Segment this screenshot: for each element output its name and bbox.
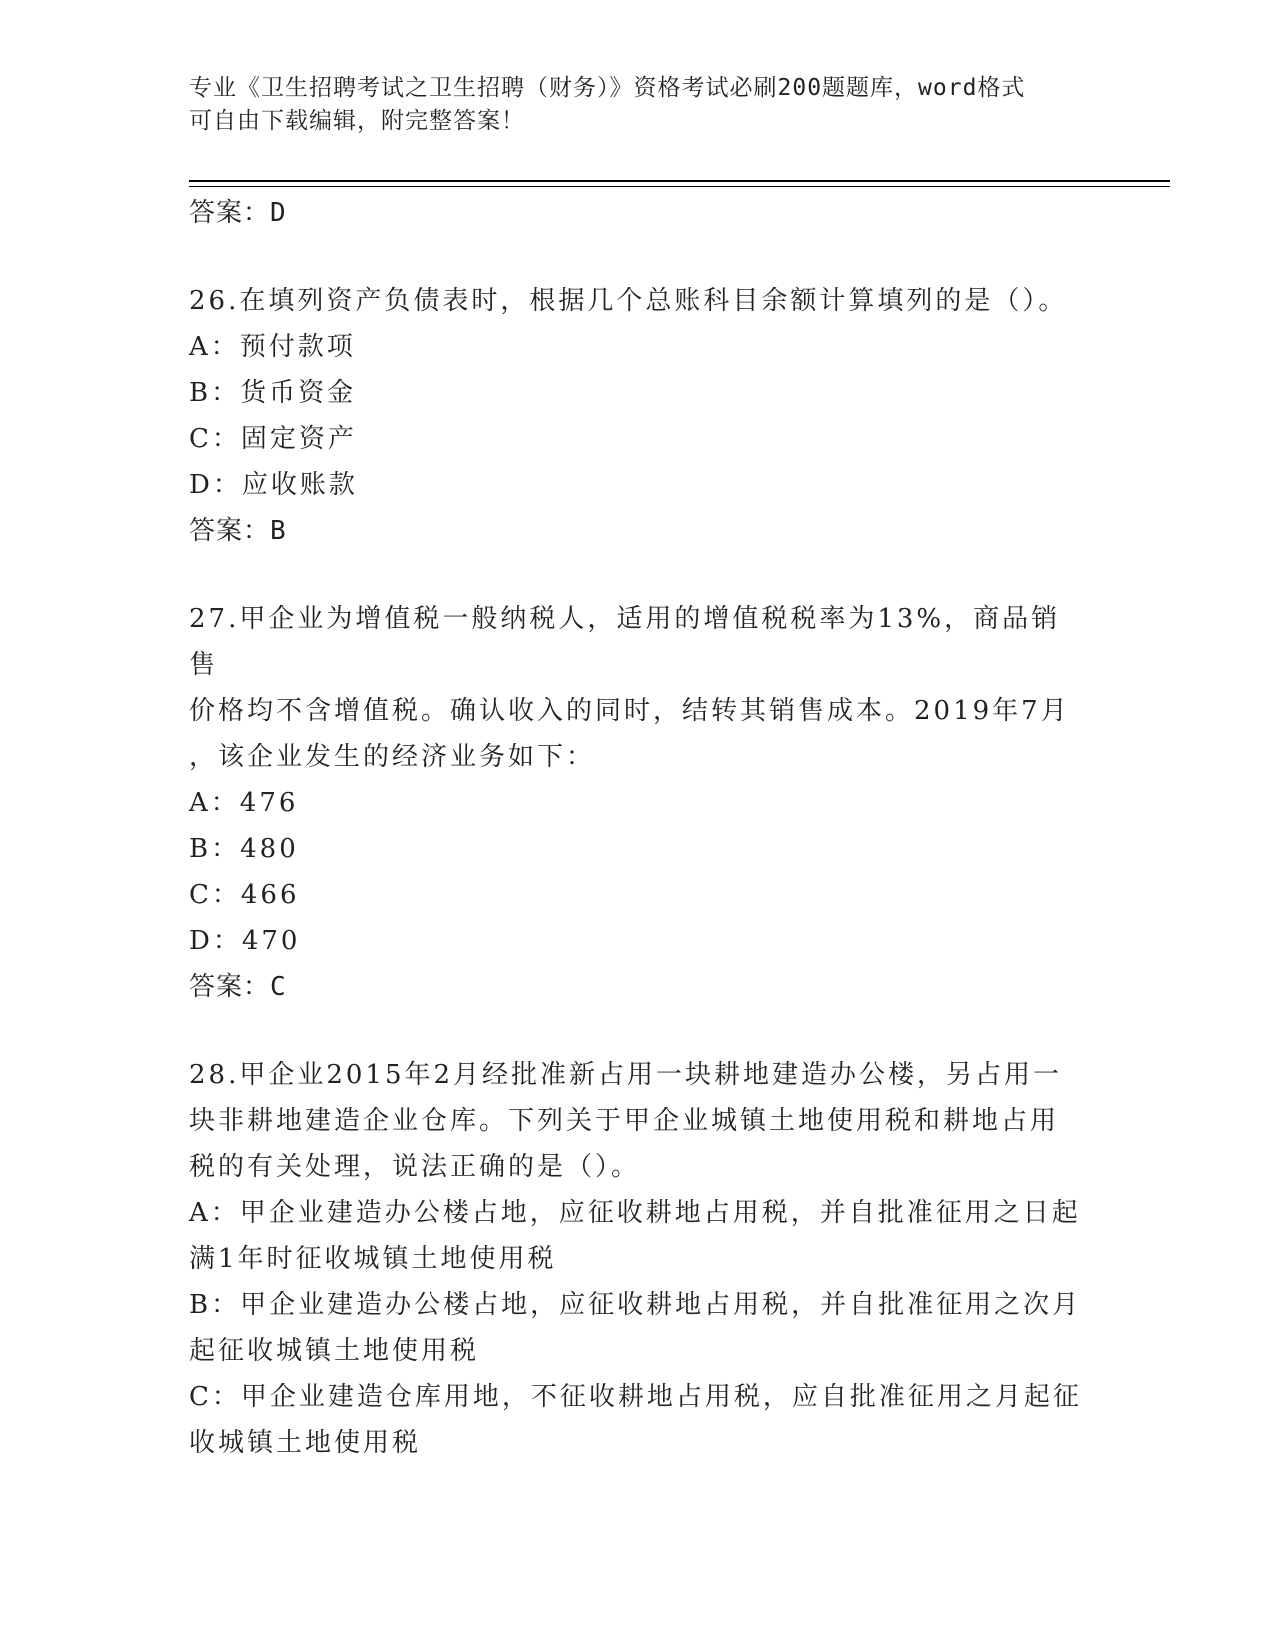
option-a: A：甲企业建造办公楼占地，应征收耕地占用税，并自批准征用之日起	[189, 1198, 1081, 1228]
question-text: 价格均不含增值税。确认收入的同时，结转其销售成本。2019年7月	[189, 696, 1070, 726]
document-body	[189, 190, 1089, 1466]
header-divider-thick	[189, 180, 1170, 182]
question-text: 税的有关处理，说法正确的是（）。	[189, 1152, 641, 1182]
answer-line: 答案：C	[189, 972, 287, 1002]
spacer	[189, 554, 1089, 596]
answer-line: 答案：D	[189, 198, 287, 228]
option-d: D：应收账款	[189, 470, 358, 500]
question-text: 27.甲企业为增值税一般纳税人，适用的增值税税率为13%，商品销售	[189, 604, 1061, 680]
question-text: ，该企业发生的经济业务如下：	[189, 742, 596, 772]
option-c: C：甲企业建造仓库用地，不征收耕地占用税，应自批准征用之月起征	[189, 1382, 1082, 1412]
option-b: B：甲企业建造办公楼占地，应征收耕地占用税，并自批准征用之次月	[189, 1290, 1082, 1320]
option-b: B：480	[189, 834, 299, 864]
question-block	[189, 596, 1089, 1010]
spacer	[189, 1010, 1089, 1052]
option-c: C：466	[189, 880, 300, 910]
question-block	[189, 278, 1089, 554]
option-a: A：476	[189, 788, 299, 818]
question-text: 26.在填列资产负债表时，根据几个总账科目余额计算填列的是（）。	[189, 286, 1068, 316]
option-c-continued: 收城镇土地使用税	[189, 1428, 422, 1458]
document-header	[189, 72, 1089, 138]
header-line-2: 可自由下载编辑，附完整答案！	[189, 108, 525, 134]
question-text: 28.甲企业2015年2月经批准新占用一块耕地建造办公楼，另占用一	[189, 1060, 1063, 1090]
spacer	[189, 236, 1089, 278]
option-b: B：货币资金	[189, 378, 357, 408]
question-text: 块非耕地建造企业仓库。下列关于甲企业城镇土地使用税和耕地占用	[189, 1106, 1060, 1136]
option-a-continued: 满1年时征收城镇土地使用税	[189, 1244, 557, 1274]
option-c: C：固定资产	[189, 424, 357, 454]
header-divider-thin	[189, 186, 1170, 187]
option-d: D：470	[189, 926, 301, 956]
option-a: A：预付款项	[189, 332, 356, 362]
option-b-continued: 起征收城镇土地使用税	[189, 1336, 480, 1366]
answer-line: 答案：B	[189, 516, 287, 546]
header-line-1: 专业《卫生招聘考试之卫生招聘（财务）》资格考试必刷200题题库，word格式	[189, 75, 1026, 101]
question-block	[189, 1052, 1089, 1466]
